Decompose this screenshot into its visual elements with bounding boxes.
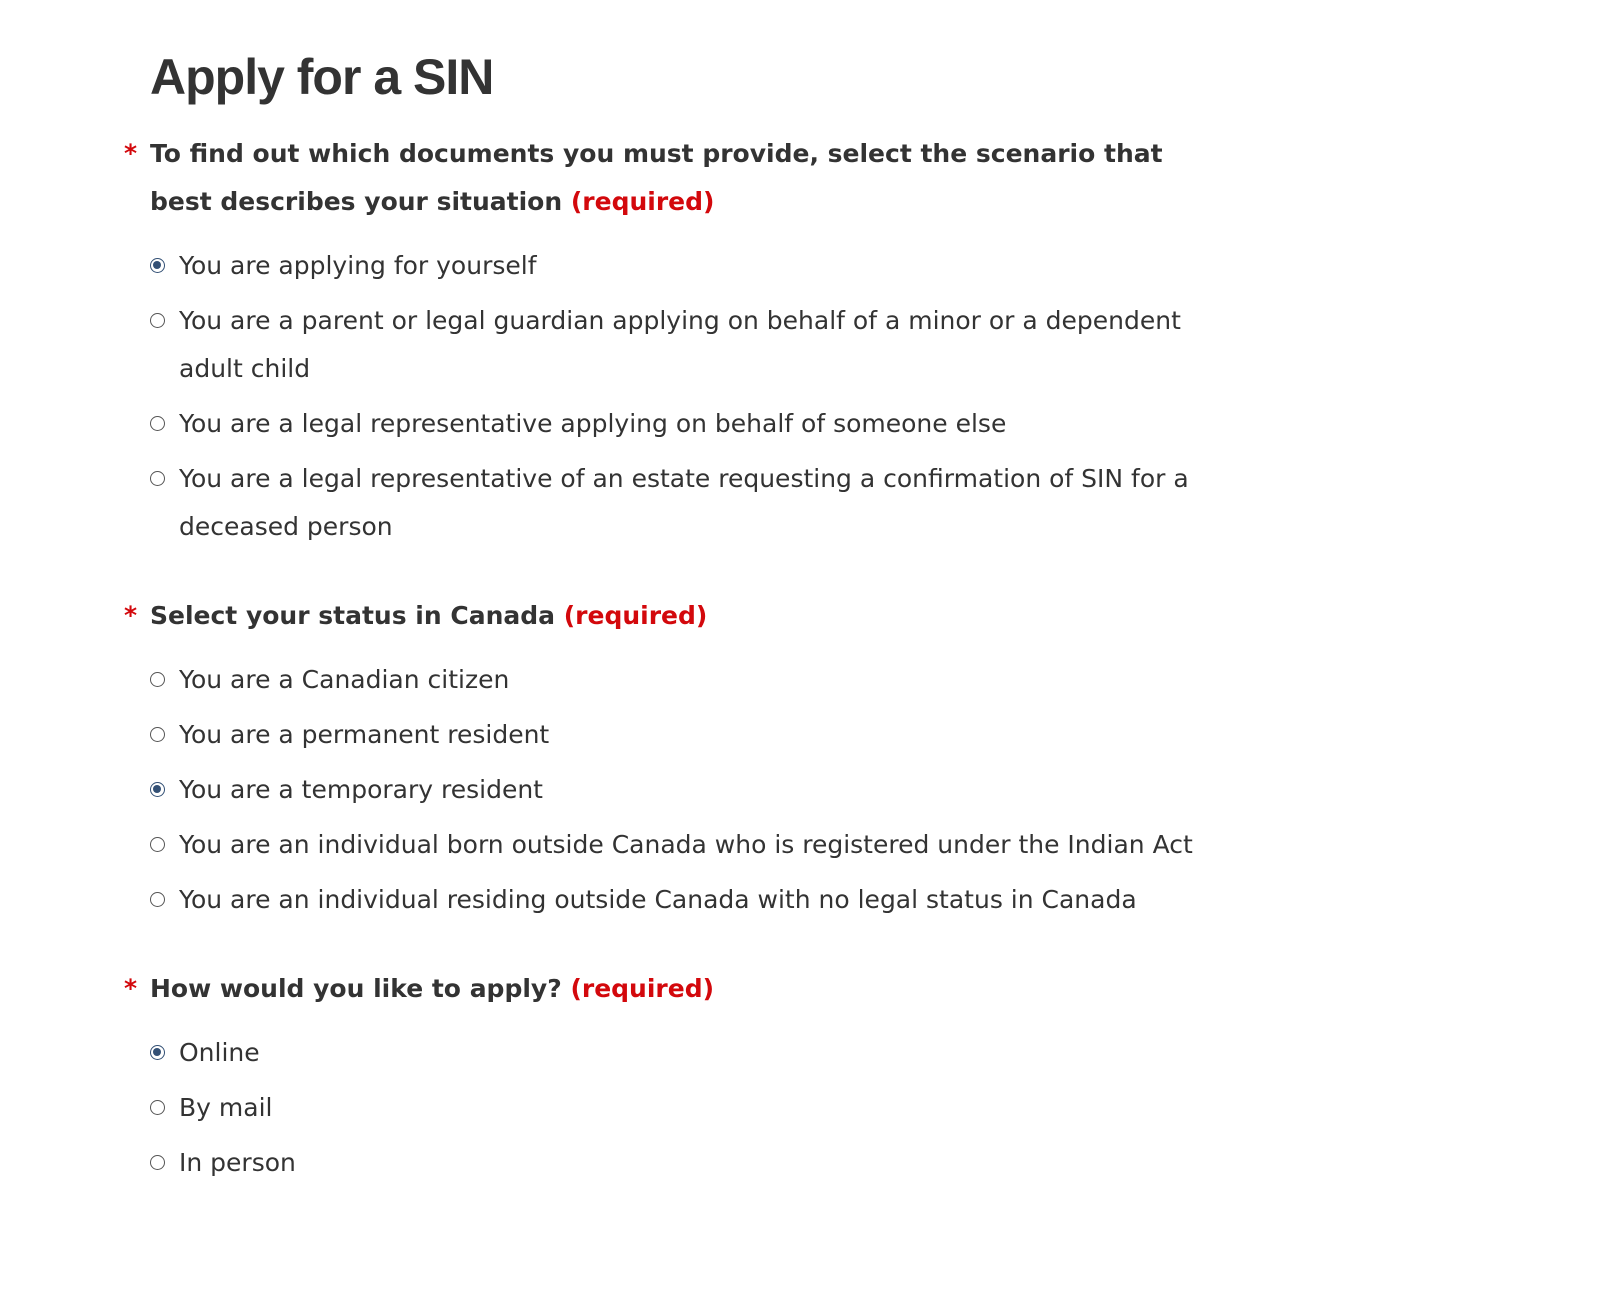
required-label: (required) [570, 187, 715, 216]
radio-button[interactable] [150, 892, 165, 907]
question-text: How would you like to apply? [150, 974, 562, 1003]
radio-button[interactable] [150, 672, 165, 687]
question-label [124, 592, 1230, 640]
radio-button[interactable] [150, 727, 165, 742]
scenario-option[interactable] [150, 455, 1239, 551]
option-label: Online [179, 1038, 260, 1067]
scenario-option[interactable] [150, 297, 1239, 393]
scenario-option[interactable] [150, 400, 1239, 448]
radio-button[interactable] [150, 416, 165, 431]
apply-method-question-group [124, 965, 1250, 1194]
status-question-group [124, 592, 1250, 931]
radio-button-checked[interactable] [150, 782, 165, 797]
page-title: Apply for a SIN [150, 49, 494, 105]
radio-button-checked[interactable] [150, 1045, 165, 1060]
radio-button[interactable] [150, 1155, 165, 1170]
option-label: You are a legal representative applying on behalf of someone else [179, 409, 1007, 438]
question-label [124, 965, 1230, 1013]
status-option[interactable] [150, 876, 1239, 924]
radio-button[interactable] [150, 313, 165, 328]
sin-application-form [124, 48, 1250, 1228]
option-label: You are applying for yourself [179, 251, 537, 280]
apply-method-option[interactable] [150, 1084, 1239, 1132]
option-label: You are a permanent resident [179, 720, 550, 749]
status-option[interactable] [150, 656, 1239, 704]
apply-method-option[interactable] [150, 1029, 1239, 1077]
required-label: (required) [570, 974, 715, 1003]
option-label: You are a temporary resident [179, 775, 543, 804]
required-asterisk: * [124, 601, 138, 630]
option-label: You are a parent or legal guardian applying on behalf of a minor or a dependent adult child [179, 306, 1181, 383]
status-option[interactable] [150, 766, 1239, 814]
option-label: In person [179, 1148, 296, 1177]
required-label: (required) [563, 601, 708, 630]
status-option[interactable] [150, 711, 1239, 759]
radio-button-checked[interactable] [150, 258, 165, 273]
required-asterisk: * [124, 974, 138, 1003]
question-text: Select your status in Canada [150, 601, 556, 630]
radio-button[interactable] [150, 1100, 165, 1115]
option-label: You are an individual born outside Canada who is registered under the Indian Act [179, 830, 1193, 859]
scenario-option[interactable] [150, 242, 1239, 290]
option-label: You are an individual residing outside Canada with no legal status in Canada [179, 885, 1137, 914]
radio-button[interactable] [150, 837, 165, 852]
option-label: You are a legal representative of an estate requesting a confirmation of SIN for a deceased person [179, 464, 1189, 541]
status-option[interactable] [150, 821, 1239, 869]
radio-button[interactable] [150, 471, 165, 486]
question-label [124, 130, 1230, 226]
question-text: To find out which documents you must provide, select the scenario that best describes your situation [150, 139, 1163, 216]
option-label: You are a Canadian citizen [179, 665, 510, 694]
required-asterisk: * [124, 139, 138, 168]
apply-method-option[interactable] [150, 1139, 1239, 1187]
scenario-question-group [124, 130, 1250, 558]
option-label: By mail [179, 1093, 273, 1122]
